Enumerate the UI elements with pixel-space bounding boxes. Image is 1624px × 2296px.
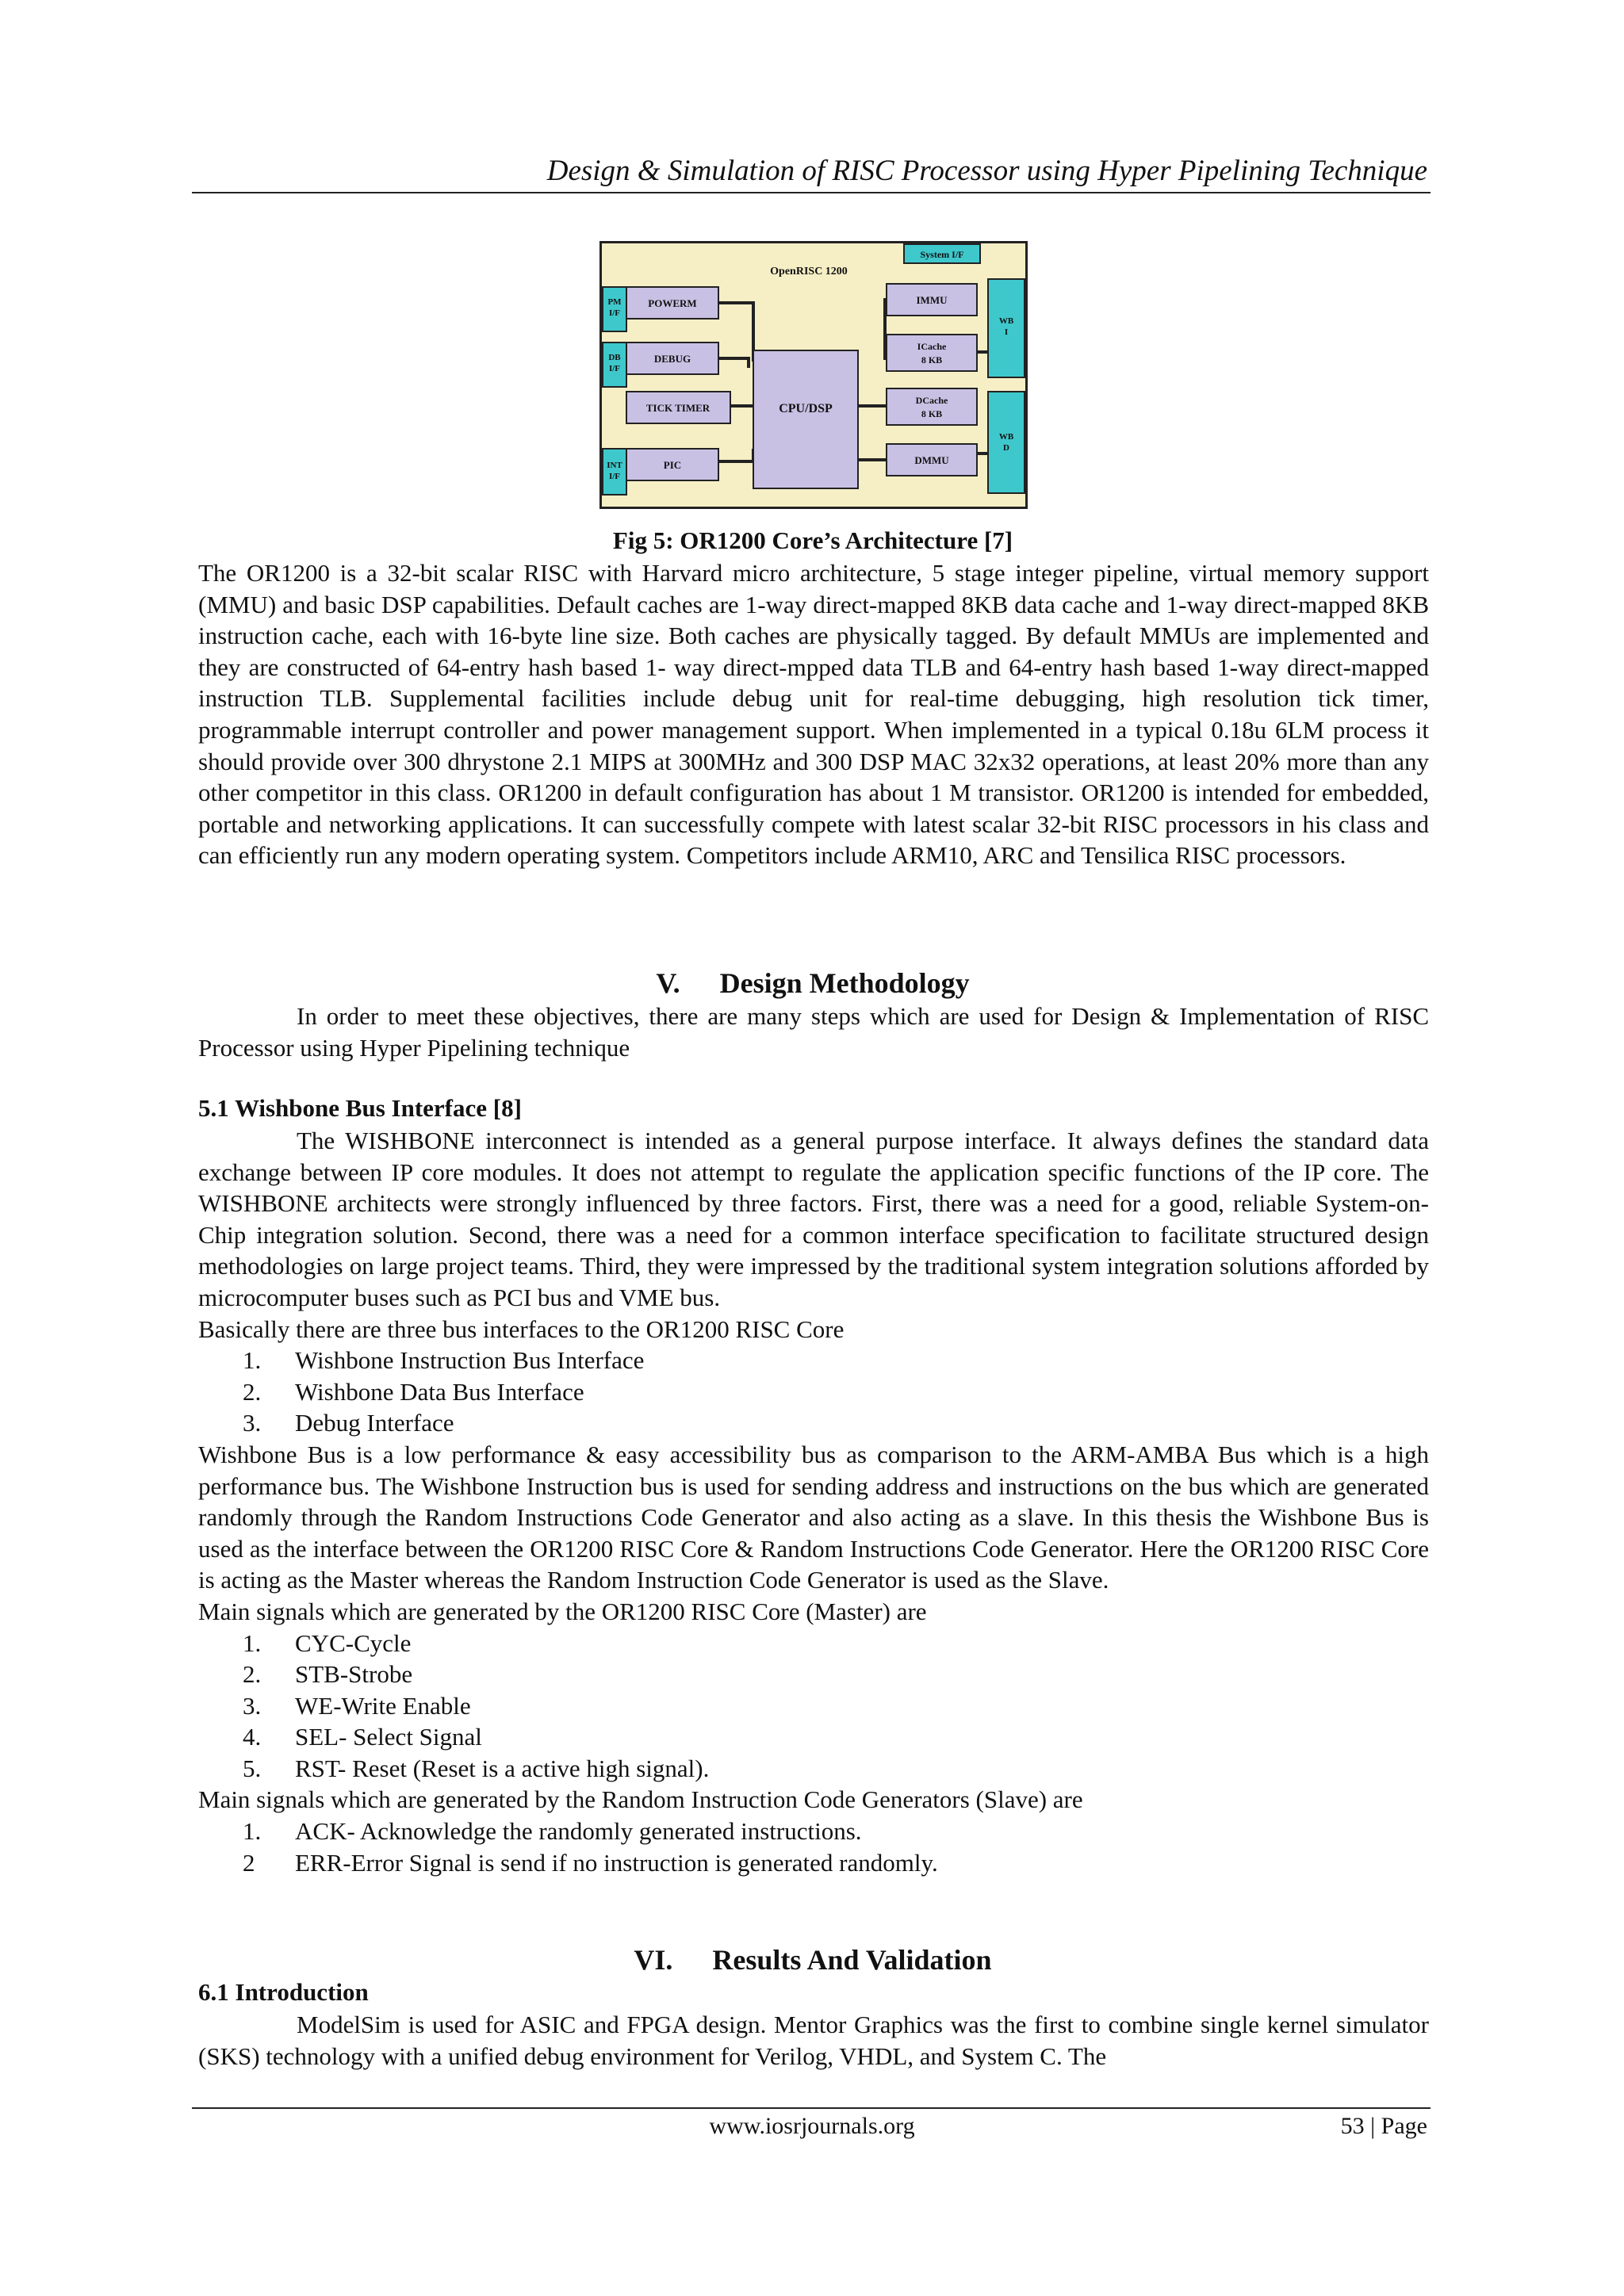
wb-i-label-1: WB <box>998 316 1014 326</box>
intro-paragraph-text: The OR1200 is a 32-bit scalar RISC with Harvard micro architecture, 5 stage integer pipeline, virtual memory support (MMU) and basic DSP capabilities. Default caches are 1-way direct-mapped 8KB data cache and 1-way direct-mapped 8KB instruction cache, each with 16-byte line size. Both caches are physically tagged. By default MMUs are implemented and they are constructed of 64-entry hash based 1- way direct-mpped data TLB and 64-entry hash based 1-way direct-mapped instruction TLB. Supplemental facilities include debug unit for real-time debugging, high resolution tick timer, programmable interrupt controller and power management support. When implemented in a typical 0.18u 6LM process it should provide over 300 dhrystone 2.1 MIPS at 300MHz and 300 DSP MAC 32x32 operations, at least 20% more than any other competitor in this class. OR1200 in default configuration has about 1 M transistor. OR1200 is intended for embedded, portable and networking applications. It can successfully compete with latest scalar 32-bit RISC processors in his class and can efficiently run any modern operating system. Competitors include ARM10, ARC and Tensilica RISC processors. <box>198 559 1429 870</box>
pic-label: PIC <box>663 459 682 471</box>
section-5-title: Design Methodology <box>719 967 970 999</box>
figure-caption: Fig 5: OR1200 Core’s Architecture [7] <box>612 526 1013 554</box>
list-item: 4. SEL- Select Signal <box>243 1723 482 1751</box>
icache-block <box>887 335 977 371</box>
running-header-title: Design & Simulation of RISC Processor using Hyper Pipelining Technique <box>546 155 1427 187</box>
subsection-5-1-heading: 5.1 Wishbone Bus Interface [8] <box>198 1094 522 1122</box>
tick-timer-label: TICK TIMER <box>645 402 710 414</box>
master-signals-list <box>198 1628 1429 1785</box>
db-if-label-2: I/F <box>608 364 621 373</box>
powerm-label: POWERM <box>648 297 697 309</box>
cpu-dsp-label: CPU/DSP <box>779 402 833 415</box>
list-item: 2 ERR-Error Signal is send if no instruction is generated randomly. <box>243 1848 938 1877</box>
immu-label: IMMU <box>916 294 948 306</box>
section-5-intro-text: In order to meet these objectives, there are many steps which are used for Design & Implementation of RISC Processor using Hyper Pipelining technique <box>198 1002 1429 1062</box>
master-signals-intro: Main signals which are generated by the OR1200 RISC Core (Master) are <box>198 1597 927 1625</box>
section-5-heading <box>198 966 1427 1000</box>
icache-label-2: 8 KB <box>921 354 943 365</box>
subsection-6-1-heading: 6.1 Introduction <box>198 1978 369 2006</box>
system-if-label: System I/F <box>920 249 964 260</box>
list-item: 2. STB-Strobe <box>243 1660 413 1689</box>
wishbone-paragraph-1: The WISHBONE interconnect is intended as a general purpose interface. It always defines the standard data exchange between IP core modules. It does not attempt to regulate the application specific functions of the IP core. The WISHBONE architects were strongly influenced by three factors. First, there was a need for a good, reliable System-on-Chip integration solution. Second, there was a need for a common interface specification to facilitate structured design methodologies on large project teams. Third, they were impressed by the traditional system integration solutions afforded by microcomputer buses such as PCI bus and VME bus. <box>198 1127 1429 1311</box>
list-item: 1. CYC-Cycle <box>243 1628 412 1657</box>
pm-if-label-1: PM <box>607 297 622 307</box>
subsection-6-1-body <box>198 2009 1429 2072</box>
bus-interfaces-intro: Basically there are three bus interfaces to the OR1200 RISC Core <box>198 1314 845 1343</box>
list-item: 1. ACK- Acknowledge the randomly generated instructions. <box>243 1817 862 1846</box>
slave-signals-list <box>198 1816 1429 1878</box>
list-item: 3. WE-Write Enable <box>243 1691 471 1720</box>
list-item: 1. Wishbone Instruction Bus Interface <box>243 1346 645 1375</box>
section-6-title: Results And Validation <box>712 1944 992 1976</box>
debug-label: DEBUG <box>653 353 691 365</box>
modelsim-paragraph: ModelSim is used for ASIC and FPGA design. Mentor Graphics was the first to combine single kernel simulator (SKS) technology with a unified debug environment for Verilog, VHDL, and System C. The <box>198 2011 1429 2070</box>
section-6-heading <box>198 1943 1427 1976</box>
wishbone-paragraph-2: Wishbone Bus is a low performance & easy accessibility bus as comparison to the ARM-AMBA Bus which is a high performance bus. The Wishbone Instruction bus is used for sending address and instructions on the bus which are generated randomly through the Random Instructions Code Generator and also acting as a slave. In this thesis the Wishbone Bus is used as the interface between the OR1200 RISC Core & Random Instructions Code Generator. Here the OR1200 RISC Core is acting as the Master whereas the Random Instruction Code Generator is used as the Slave. <box>198 1440 1429 1594</box>
bus-interfaces-list <box>198 1345 1429 1439</box>
dcache-label-1: DCache <box>915 395 948 406</box>
db-if-label-1: DB <box>608 353 621 362</box>
int-if-label-1: INT <box>607 461 622 470</box>
icache-label-1: ICache <box>917 341 947 352</box>
wb-i-label-2: I <box>1004 327 1009 337</box>
list-item: 5. RST- Reset (Reset is a active high signal). <box>243 1754 710 1782</box>
diagram-title: OpenRISC 1200 <box>770 266 848 277</box>
header-rule <box>192 192 1431 193</box>
pm-if-label-2: I/F <box>608 308 621 318</box>
wb-d-label-1: WB <box>998 432 1014 442</box>
slave-signals-intro: Main signals which are generated by the Random Instruction Code Generators (Slave) are <box>198 1785 1083 1814</box>
section-5-intro <box>198 1001 1429 1063</box>
footer-page-number: 53 | Page <box>1340 2113 1427 2139</box>
section-6-number: VI. <box>634 1944 673 1976</box>
subsection-5-1-body <box>198 1125 1429 1878</box>
dcache-block <box>887 388 977 425</box>
cpu-dsp-block <box>753 350 858 488</box>
list-item: 3. Debug Interface <box>243 1409 454 1437</box>
list-item: 2. Wishbone Data Bus Interface <box>243 1377 584 1406</box>
dcache-label-2: 8 KB <box>921 408 943 419</box>
footer-journal-url[interactable]: www.iosrjournals.org <box>709 2113 915 2139</box>
wb-d-block <box>988 392 1025 493</box>
wb-d-label-2: D <box>1003 443 1009 453</box>
intro-paragraph <box>198 557 1429 871</box>
section-5-number: V. <box>656 967 680 999</box>
or1200-architecture-diagram <box>599 241 1028 509</box>
int-if-label-2: I/F <box>608 472 621 481</box>
footer-rule <box>192 2107 1431 2109</box>
dmmu-label: DMMU <box>914 454 949 466</box>
